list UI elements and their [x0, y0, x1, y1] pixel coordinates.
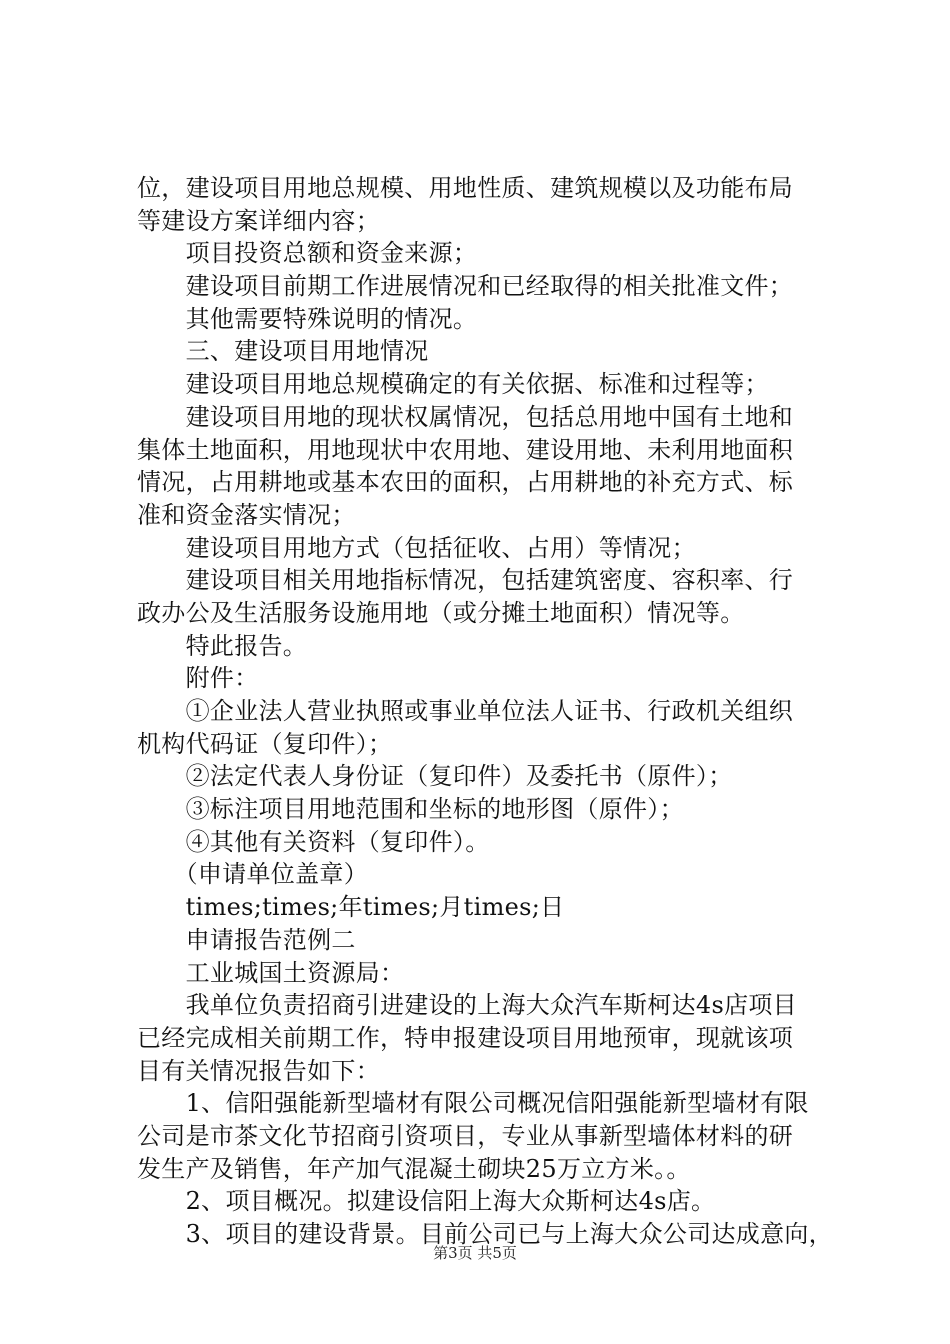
- text-line: 情况，占用耕地或基本农田的面积，占用耕地的补充方式、标: [137, 468, 794, 497]
- text-line: 特此报告。: [137, 631, 308, 660]
- attachment-item: ③标注项目用地范围和坐标的地形图（原件）；: [137, 795, 684, 824]
- attachment-item: ④其他有关资料（复印件）。: [137, 827, 490, 856]
- text-line: 1、信阳强能新型墙材有限公司概况信阳强能新型墙材有限: [137, 1089, 809, 1118]
- document-body: [137, 172, 837, 1251]
- attachment-item: ①企业法人营业执照或事业单位法人证书、行政机关组织: [137, 697, 794, 725]
- text-line: 发生产及销售，年产加气混凝土砌块25万立方米。。: [137, 1154, 691, 1183]
- text-line: 已经完成相关前期工作，特申报建设项目用地预审，现就该项: [137, 1023, 794, 1052]
- text-line: 位，建设项目用地总规模、用地性质、建筑规模以及功能布局: [137, 174, 794, 202]
- text-line: 准和资金落实情况；: [137, 500, 356, 529]
- seal-note: （申请单位盖章）: [137, 860, 368, 889]
- example-heading: 申请报告范例二: [137, 925, 356, 954]
- page-number: 第3页 共5页: [433, 1244, 517, 1262]
- text-line: 其他需要特殊说明的情况。: [137, 304, 478, 333]
- attachment-item: ②法定代表人身份证（复印件）及委托书（原件）；: [137, 762, 733, 791]
- text-line: 公司是市茶文化节招商引资项目，专业从事新型墙体材料的研: [137, 1121, 794, 1150]
- text-line: 建设项目用地的现状权属情况，包括总用地中国有土地和: [137, 402, 794, 431]
- text-line: 项目投资总额和资金来源；: [137, 239, 478, 268]
- text-line: 建设项目用地总规模确定的有关依据、标准和过程等；: [137, 370, 769, 399]
- text-line: 建设项目用地方式（包括征收、占用）等情况；: [137, 533, 696, 562]
- attachments-label: 附件：: [137, 664, 259, 693]
- section-heading: 三、建设项目用地情况: [137, 337, 429, 366]
- text-line: 建设项目前期工作进展情况和已经取得的相关批准文件；: [137, 272, 794, 301]
- text-line: 政办公及生活服务设施用地（或分摊土地面积）情况等。: [137, 598, 745, 627]
- text-line: 等建设方案详细内容；: [137, 206, 380, 235]
- text-line: 2、项目概况。拟建设信阳上海大众斯柯达4s店。: [137, 1187, 716, 1216]
- text-line: 目有关情况报告如下：: [137, 1056, 380, 1085]
- text-line: 3、项目的建设背景。目前公司已与上海大众公司达成意向，: [137, 1220, 833, 1248]
- date-line: times;times;年times;月times;日: [137, 893, 565, 922]
- text-line: 建设项目相关用地指标情况，包括建筑密度、容积率、行: [137, 566, 794, 595]
- page-footer: [0, 1242, 950, 1263]
- text-line: 机构代码证（复印件）；: [137, 729, 393, 758]
- text-line: 集体土地面积，用地现状中农用地、建设用地、未利用地面积: [137, 435, 794, 464]
- text-line: 我单位负责招商引进建设的上海大众汽车斯柯达4s店项目: [137, 991, 797, 1020]
- addressee: 工业城国土资源局：: [137, 958, 405, 987]
